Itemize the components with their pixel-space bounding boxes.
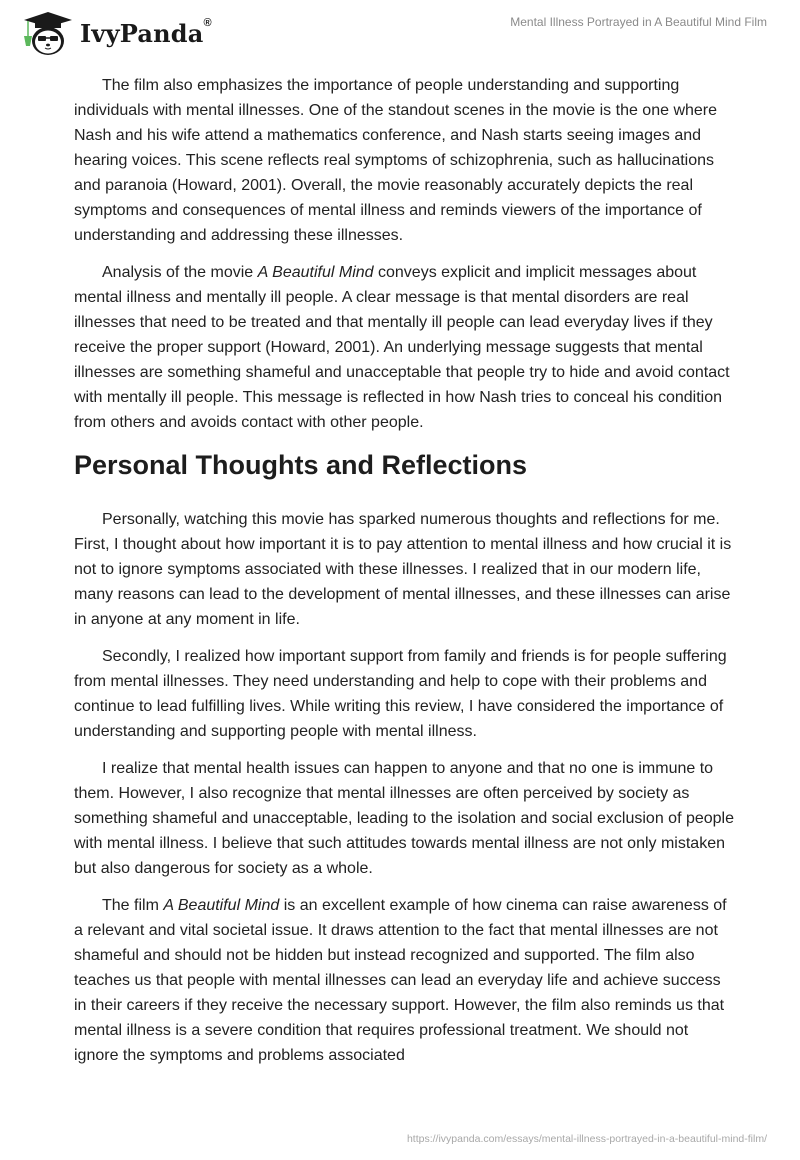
- paragraph: The film also emphasizes the importance of people understanding and supporting individuals with mental illnesses. One of the standout scenes in the movie is the one where Nash and his wife attend a mathematics conference, and Nash starts seeing images and hearing voices. This scene reflects real symptoms of schizophrenia, such as hallucinations and paranoia (Howard, 2001). Overall, the movie reasonably accurately depicts the real symptoms and consequences of mental illness and reminds viewers of the importance of understanding and addressing these illnesses.: [74, 77, 718, 244]
- logo-wordmark: IvyPanda: [80, 18, 204, 48]
- section-heading: Personal Thoughts and Reflections: [74, 450, 528, 480]
- film-title-italic: A Beautiful Mind: [163, 897, 280, 914]
- paragraph: Personally, watching this movie has sparked numerous thoughts and reflections for me. First, I thought about how important it is to pay attention to mental illness and how crucial it is not to ignore symptoms associated with these illnesses. I realized that in our modern life, many reasons can lead to the development of mental illnesses, and these illnesses can arise in anyone at any moment in life.: [74, 511, 732, 628]
- essay-body: [74, 73, 734, 1080]
- film-title-italic: A Beautiful Mind: [257, 264, 374, 281]
- paragraph: I realize that mental health issues can happen to anyone and that no one is immune to them. However, I also recognize that mental illnesses are often perceived by society as something shameful and unacceptable, leading to the isolation and social exclusion of people with mental illness. I believe that such attitudes towards mental illness are not only mistaken but also dangerous for society as a whole.: [74, 760, 734, 877]
- source-url[interactable]: https://ivypanda.com/essays/mental-illness-portrayed-in-a-beautiful-mind-film/: [406, 1133, 767, 1145]
- paragraph: Secondly, I realized how important support from family and friends is for people suffering from mental illnesses. They need understanding and help to cope with their problems and continue to lead fulfilling lives. While writing this review, I have considered the importance of understanding and supporting people with mental illness.: [74, 648, 727, 740]
- ivypanda-logo[interactable]: [18, 8, 212, 58]
- paragraph: The film A Beautiful Mind is an excellent example of how cinema can raise awareness of a relevant and vital societal issue. It draws attention to the fact that mental illnesses are not shameful and should not be hidden but instead recognized and supported. The film also teaches us that people with mental illnesses can lead an everyday life and achieve success in their careers if they receive the necessary support. However, the film also reminds us that mental illness is a severe condition that requires professional treatment. We should not ignore the symptoms and problems associated: [74, 897, 727, 1064]
- registered-mark: ®: [203, 16, 212, 29]
- document-title: Mental Illness Portrayed in A Beautiful Mind Film: [510, 15, 767, 29]
- paragraph: Analysis of the movie A Beautiful Mind conveys explicit and implicit messages about mental illness and mentally ill people. A clear message is that mental disorders are real illnesses that need to be treated and that mentally ill people can lead everyday lives if they receive the proper support (Howard, 2001). An underlying message suggests that mental illnesses are something shameful and unacceptable that people try to hide and avoid contact with mentally ill people. This message is reflected in how Nash tries to conceal his condition from others and avoids contact with other people.: [74, 264, 730, 431]
- panda-graduate-icon: [18, 8, 74, 58]
- page-header: [0, 0, 800, 62]
